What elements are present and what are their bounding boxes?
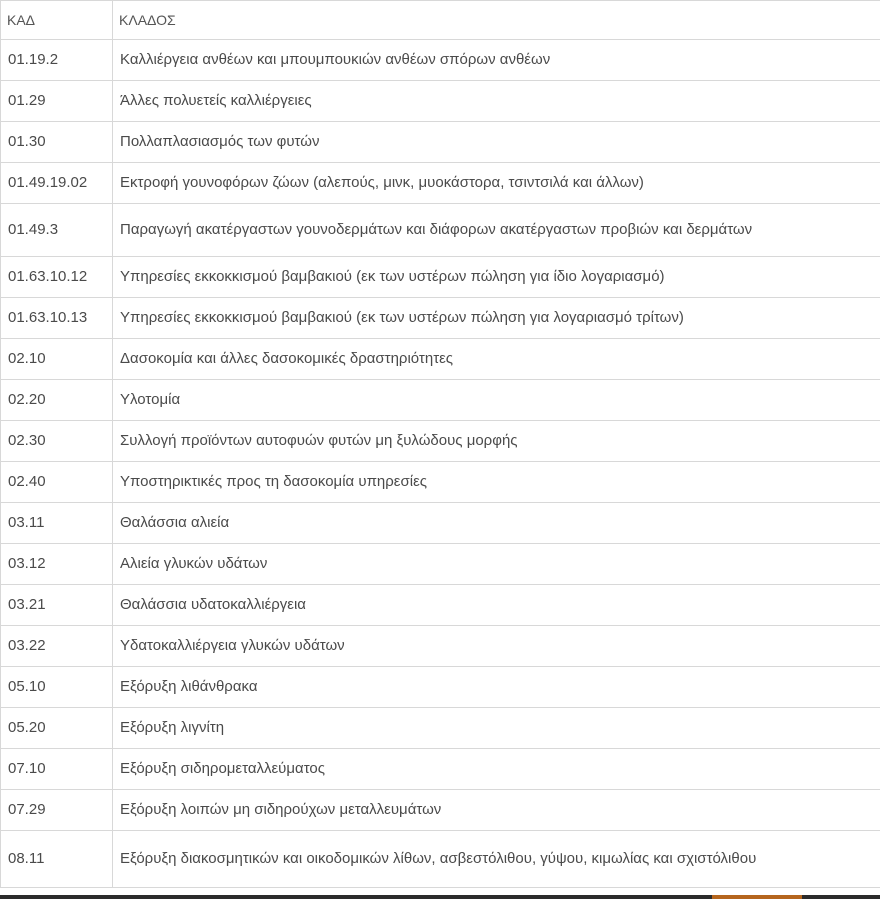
row-code: 03.11 xyxy=(1,503,113,544)
row-code: 01.29 xyxy=(1,81,113,122)
table-header-row xyxy=(1,1,880,40)
row-code: 02.10 xyxy=(1,339,113,380)
row-code: 02.40 xyxy=(1,462,113,503)
table-row xyxy=(1,790,880,831)
table-row xyxy=(1,40,880,81)
table-body xyxy=(1,40,880,888)
row-code: 01.49.3 xyxy=(1,204,113,257)
header-code: ΚΑΔ xyxy=(1,1,113,40)
row-sector: Συλλογή προϊόντων αυτοφυών φυτών μη ξυλώδους μορφής xyxy=(113,421,880,462)
row-sector: Καλλιέργεια ανθέων και μπουμπουκιών ανθέων σπόρων ανθέων xyxy=(113,40,880,81)
row-sector: Αλιεία γλυκών υδάτων xyxy=(113,544,880,585)
table-row xyxy=(1,204,880,257)
row-code: 03.21 xyxy=(1,585,113,626)
table-row xyxy=(1,421,880,462)
row-sector: Υπηρεσίες εκκοκκισμού βαμβακιού (εκ των υστέρων πώληση για ίδιο λογαριασμό) xyxy=(113,257,880,298)
row-code: 03.12 xyxy=(1,544,113,585)
table-row xyxy=(1,257,880,298)
table-row xyxy=(1,298,880,339)
row-sector: Υπηρεσίες εκκοκκισμού βαμβακιού (εκ των υστέρων πώληση για λογαριασμό τρίτων) xyxy=(113,298,880,339)
table-row xyxy=(1,503,880,544)
row-code: 01.30 xyxy=(1,122,113,163)
table-row xyxy=(1,831,880,888)
row-sector: Παραγωγή ακατέργαστων γουνοδερμάτων και διάφορων ακατέργαστων προβιών και δερμάτων xyxy=(113,204,880,257)
row-code: 01.63.10.13 xyxy=(1,298,113,339)
row-sector: Εξόρυξη λιγνίτη xyxy=(113,708,880,749)
row-sector: Εξόρυξη σιδηρομεταλλεύματος xyxy=(113,749,880,790)
row-code: 01.49.19.02 xyxy=(1,163,113,204)
row-code: 08.11 xyxy=(1,831,113,888)
row-sector: Εξόρυξη λιθάνθρακα xyxy=(113,667,880,708)
table-row xyxy=(1,339,880,380)
page-bottom-accent xyxy=(712,895,802,899)
row-code: 02.20 xyxy=(1,380,113,421)
table-row xyxy=(1,462,880,503)
row-sector: Εξόρυξη λοιπών μη σιδηρούχων μεταλλευμάτων xyxy=(113,790,880,831)
row-sector: Εκτροφή γουνοφόρων ζώων (αλεπούς, μινκ, μυοκάστορα, τσιντσιλά και άλλων) xyxy=(113,163,880,204)
table-row xyxy=(1,667,880,708)
table-row xyxy=(1,708,880,749)
table-row xyxy=(1,749,880,790)
row-sector: Θαλάσσια αλιεία xyxy=(113,503,880,544)
row-code: 07.10 xyxy=(1,749,113,790)
table-row xyxy=(1,380,880,421)
row-sector: Υλοτομία xyxy=(113,380,880,421)
row-code: 02.30 xyxy=(1,421,113,462)
row-sector: Άλλες πολυετείς καλλιέργειες xyxy=(113,81,880,122)
table-row xyxy=(1,626,880,667)
table-row xyxy=(1,163,880,204)
row-code: 05.20 xyxy=(1,708,113,749)
row-code: 03.22 xyxy=(1,626,113,667)
table-row xyxy=(1,122,880,163)
table-row xyxy=(1,585,880,626)
header-sector: ΚΛΑΔΟΣ xyxy=(113,1,880,40)
row-code: 01.19.2 xyxy=(1,40,113,81)
row-sector: Υποστηρικτικές προς τη δασοκομία υπηρεσίες xyxy=(113,462,880,503)
table-row xyxy=(1,81,880,122)
row-code: 05.10 xyxy=(1,667,113,708)
row-sector: Εξόρυξη διακοσμητικών και οικοδομικών λίθων, ασβεστόλιθου, γύψου, κιμωλίας και σχιστόλιθου xyxy=(113,831,880,888)
table-row xyxy=(1,544,880,585)
row-sector: Δασοκομία και άλλες δασοκομικές δραστηριότητες xyxy=(113,339,880,380)
row-code: 07.29 xyxy=(1,790,113,831)
row-sector: Υδατοκαλλιέργεια γλυκών υδάτων xyxy=(113,626,880,667)
row-sector: Πολλαπλασιασμός των φυτών xyxy=(113,122,880,163)
row-sector: Θαλάσσια υδατοκαλλιέργεια xyxy=(113,585,880,626)
row-code: 01.63.10.12 xyxy=(1,257,113,298)
